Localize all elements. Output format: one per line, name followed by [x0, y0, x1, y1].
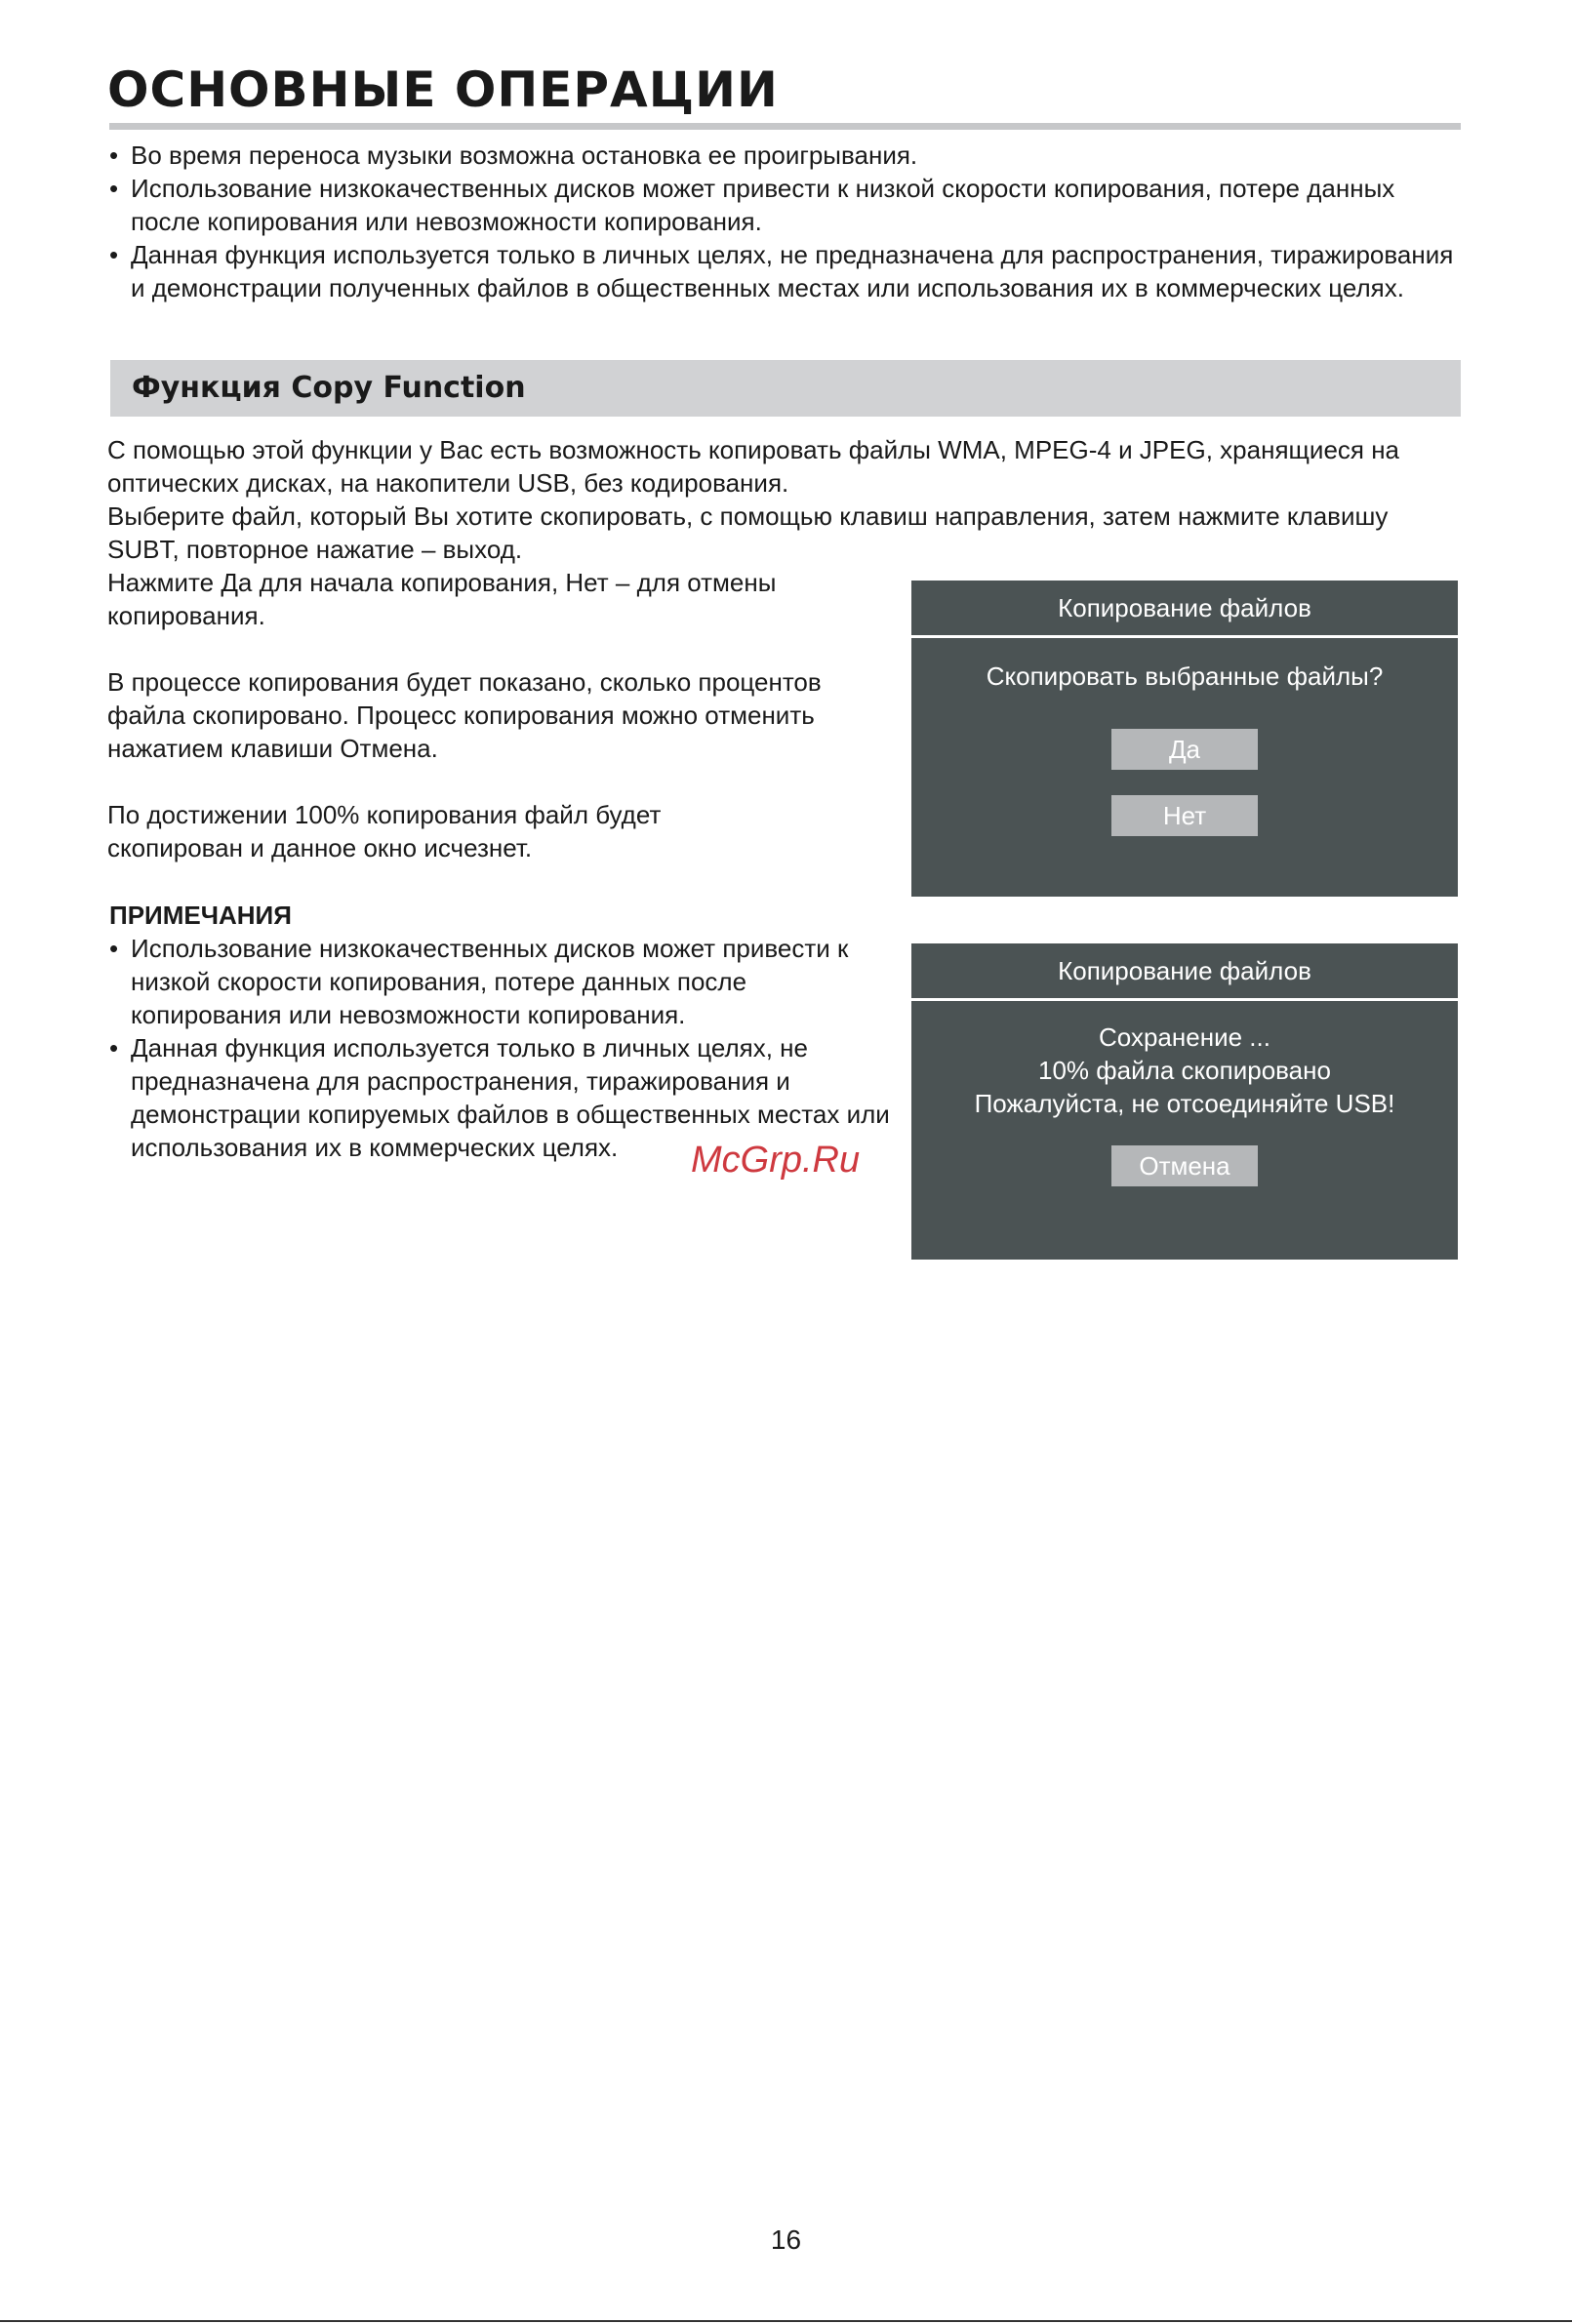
- notes-bullet-list: [107, 932, 898, 1164]
- dialog-title: Копирование файлов: [911, 581, 1458, 638]
- usb-warning-text: Пожалуйста, не отсоединяйте USB!: [974, 1089, 1395, 1118]
- section-header-bar: [110, 360, 1461, 417]
- intro-bullet: • Во время переноса музыки возможна остановка ее проигрывания.: [107, 139, 1464, 172]
- section-paragraph-progress: В процессе копирования будет показано, сколько процентов файла скопировано. Процесс копирования можно отменить нажатием клавиши Отмена.: [107, 667, 822, 763]
- section-paragraph-confirm: Нажмите Да для начала копирования, Нет – для отмены копирования.: [107, 568, 777, 630]
- page-number: 16: [770, 2224, 802, 2255]
- intro-bullet: • Использование низкокачественных дисков может привести к низкой скорости копирования, потере данных после копирования или невозможности копирования.: [107, 172, 1464, 238]
- yes-button[interactable]: Да: [1111, 729, 1258, 770]
- copy-confirm-dialog: [911, 581, 1458, 897]
- dialog-body: [911, 638, 1458, 836]
- dialog-title: Копирование файлов: [911, 943, 1458, 1001]
- title-divider: [109, 123, 1461, 130]
- dialog-question: Скопировать выбранные файлы?: [986, 661, 1384, 691]
- copy-progress-dialog: [911, 943, 1458, 1260]
- intro-bullet: • Данная функция используется только в личных целях, не предназначена для распространения, тиражирования и демонстрации полученных файлов в общественных местах или использования их в коммерческих целях.: [107, 238, 1464, 304]
- section-title: Функция Copy Function: [132, 371, 526, 405]
- notes-bullet: • Данная функция используется только в личных целях, не предназначена для распространения, тиражирования и демонстрации копируемых файлов в общественных местах или использования их в коммерческих целях.: [107, 1031, 898, 1164]
- dialog-body: [911, 1001, 1458, 1186]
- no-button[interactable]: Нет: [1111, 795, 1258, 836]
- progress-percent-text: 10% файла скопировано: [1038, 1056, 1331, 1085]
- page-title: ОСНОВНЫЕ ОПЕРАЦИИ: [107, 61, 779, 118]
- section-paragraph-formats: С помощью этой функции у Вас есть возможность копировать файлы WMA, MPEG-4 и JPEG, хранящиеся на оптических дисках, на накопители USB, без кодирования.: [107, 435, 1400, 498]
- intro-bullet-list: [107, 139, 1464, 304]
- bottom-divider: [0, 2320, 1572, 2322]
- notes-heading: ПРИМЕЧАНИЯ: [109, 901, 292, 930]
- section-paragraph-select: Выберите файл, который Вы хотите скопировать, с помощью клавиш направления, затем нажмите клавишу SUBT, повторное нажатие – выход.: [107, 501, 1389, 564]
- section-paragraph-complete: По достижении 100% копирования файл будет скопирован и данное окно исчезнет.: [107, 800, 662, 862]
- notes-bullet: • Использование низкокачественных дисков может привести к низкой скорости копирования, потере данных после копирования или невозможности копирования.: [107, 932, 898, 1031]
- saving-status-text: Сохранение ...: [1099, 1022, 1270, 1052]
- watermark: McGrp.Ru: [691, 1140, 861, 1181]
- cancel-button[interactable]: Отмена: [1111, 1145, 1258, 1186]
